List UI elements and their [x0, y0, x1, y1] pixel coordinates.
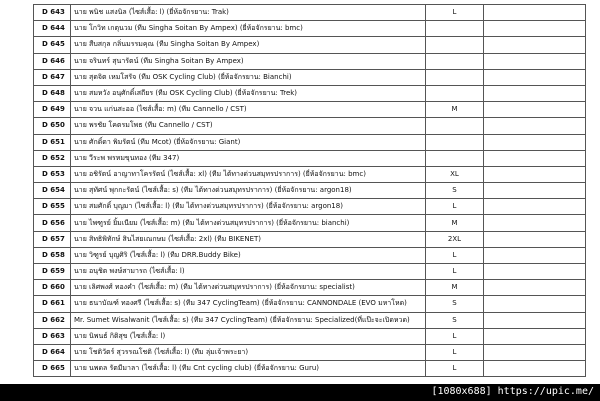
- shirt-size-cell: XL: [426, 166, 484, 182]
- table-row: [34, 134, 586, 150]
- remarks-cell: [484, 183, 586, 199]
- remarks-cell: [484, 118, 586, 134]
- table-row: [34, 37, 586, 53]
- remarks-cell: [484, 150, 586, 166]
- table-row: [34, 231, 586, 247]
- participant-details-cell: นาย สืบสกุล กลิ่นมรรมคุณ (ทีม Singha Soitan By Ampex): [71, 37, 426, 53]
- table-row: [34, 69, 586, 85]
- shirt-size-cell: L: [426, 328, 484, 344]
- shirt-size-cell: L: [426, 199, 484, 215]
- remarks-cell: [484, 361, 586, 377]
- bib-number-cell: D 648: [34, 85, 71, 101]
- shirt-size-cell: [426, 37, 484, 53]
- remarks-cell: [484, 5, 586, 21]
- remarks-cell: [484, 296, 586, 312]
- shirt-size-cell: [426, 150, 484, 166]
- remarks-cell: [484, 69, 586, 85]
- shirt-size-cell: S: [426, 183, 484, 199]
- bib-number-cell: D 652: [34, 150, 71, 166]
- remarks-cell: [484, 53, 586, 69]
- shirt-size-cell: [426, 21, 484, 37]
- table-row: [34, 21, 586, 37]
- shirt-size-cell: L: [426, 264, 484, 280]
- watermark-text: [1080x688] https://upic.me/: [431, 386, 594, 397]
- table-row: [34, 102, 586, 118]
- table-row: [34, 344, 586, 360]
- table-row: [34, 328, 586, 344]
- participant-details-cell: นาย สมศักดิ์ บุญมา (ไซส์เสื้อ: l) (ทีม ไต้ทางด่วนสมุทรปราการ) (ยี่ห้อจักรยาน: argon18): [71, 199, 426, 215]
- participant-details-cell: นาย วิฑูรย์ บุญศิริ (ไซส์เสื้อ: l) (ทีม DRR.Buddy Bike): [71, 247, 426, 263]
- participant-details-cell: นาย ไพฑูรย์ ยิ้มเนียม (ไซส์เสื้อ: m) (ทีม ไต้ทางด่วนสมุทรปราการ) (ยี่ห้อจักรยาน: bianchi): [71, 215, 426, 231]
- bib-number-cell: D 664: [34, 344, 71, 360]
- participant-details-cell: นาย เลิศพงศ์ ทองคำ (ไซส์เสื้อ: m) (ทีม ไต้ทางด่วนสมุทรปราการ) (ยี่ห้อจักรยาน: specialist): [71, 280, 426, 296]
- bib-number-cell: D 646: [34, 53, 71, 69]
- shirt-size-cell: [426, 53, 484, 69]
- table-row: [34, 247, 586, 263]
- table-row: [34, 312, 586, 328]
- participant-details-cell: นาย สุดจิต เหมโสรัจ (ทีม OSK Cycling Club) (ยี่ห้อจักรยาน: Bianchi): [71, 69, 426, 85]
- table-row: [34, 118, 586, 134]
- bib-number-cell: D 643: [34, 5, 71, 21]
- bib-number-cell: D 651: [34, 134, 71, 150]
- participant-details-cell: นาย โกวิท เกตุนวม (ทีม Singha Soitan By Ampex) (ยี่ห้อจักรยาน: bmc): [71, 21, 426, 37]
- bib-number-cell: D 647: [34, 69, 71, 85]
- registration-table: [33, 4, 586, 377]
- shirt-size-cell: 2XL: [426, 231, 484, 247]
- shirt-size-cell: L: [426, 5, 484, 21]
- remarks-cell: [484, 134, 586, 150]
- remarks-cell: [484, 215, 586, 231]
- table-row: [34, 264, 586, 280]
- bib-number-cell: D 659: [34, 264, 71, 280]
- table-row: [34, 150, 586, 166]
- table-row: [34, 215, 586, 231]
- shirt-size-cell: L: [426, 361, 484, 377]
- participant-details-cell: นาย นิพนธ์ กิติสุข (ไซส์เสื้อ: l): [71, 328, 426, 344]
- bib-number-cell: D 654: [34, 183, 71, 199]
- table-row: [34, 280, 586, 296]
- remarks-cell: [484, 231, 586, 247]
- participant-details-cell: นาย จวน แก่นสะออ (ไซส์เสื้อ: m) (ทีม Cannello / CST): [71, 102, 426, 118]
- shirt-size-cell: M: [426, 280, 484, 296]
- bib-number-cell: D 663: [34, 328, 71, 344]
- participant-details-cell: นาย ธนาบัณฑ์ ทองศรี (ไซส์เสื้อ: s) (ทีม 347 CyclingTeam) (ยี่ห้อจักรยาน: CANNONDALE (EVO มหาโหด): [71, 296, 426, 312]
- remarks-cell: [484, 102, 586, 118]
- participant-details-cell: นาย พนิช แสงนิล (ไซส์เสื้อ: l) (ยี่ห้อจักรยาน: Trak): [71, 5, 426, 21]
- participant-details-cell: นาย วีระพ พรหมขุนทอง (ทีม 347): [71, 150, 426, 166]
- participant-details-cell: นาย สุทัศน์ พุกกะรัตน์ (ไซส์เสื้อ: s) (ทีม ไต้ทางด่วนสมุทรปราการ) (ยี่ห้อจักรยาน: argon18): [71, 183, 426, 199]
- bib-number-cell: D 662: [34, 312, 71, 328]
- shirt-size-cell: M: [426, 102, 484, 118]
- participant-details-cell: นาย สิทธิพิทักษ์ สินไสยเณกษม (ไซส์เสื้อ: 2xl) (ทีม BIKENET): [71, 231, 426, 247]
- shirt-size-cell: [426, 85, 484, 101]
- bib-number-cell: D 650: [34, 118, 71, 134]
- bib-number-cell: D 655: [34, 199, 71, 215]
- bib-number-cell: D 645: [34, 37, 71, 53]
- bib-number-cell: D 661: [34, 296, 71, 312]
- table-row: [34, 5, 586, 21]
- shirt-size-cell: M: [426, 215, 484, 231]
- table-row: [34, 361, 586, 377]
- participant-details-cell: นาย อนุชิต พงษ์สามารถ (ไซส์เสื้อ: l): [71, 264, 426, 280]
- participant-details-cell: นาย สมหวัง อนุศักดิ์เสถียร (ทีม OSK Cycling Club) (ยี่ห้อจักรยาน: Trek): [71, 85, 426, 101]
- remarks-cell: [484, 344, 586, 360]
- remarks-cell: [484, 199, 586, 215]
- remarks-cell: [484, 328, 586, 344]
- remarks-cell: [484, 166, 586, 182]
- table-row: [34, 53, 586, 69]
- bib-number-cell: D 658: [34, 247, 71, 263]
- shirt-size-cell: L: [426, 247, 484, 263]
- participant-details-cell: นาย พรชัย โคตรมโพธ (ทีม Cannello / CST): [71, 118, 426, 134]
- shirt-size-cell: [426, 134, 484, 150]
- bib-number-cell: D 665: [34, 361, 71, 377]
- shirt-size-cell: S: [426, 312, 484, 328]
- table-row: [34, 166, 586, 182]
- bib-number-cell: D 653: [34, 166, 71, 182]
- remarks-cell: [484, 37, 586, 53]
- participant-details-cell: นาย จรินทร์ สุนารัตน์ (ทีม Singha Soitan By Ampex): [71, 53, 426, 69]
- participant-details-cell: นาย นพดล รัตมีมาลา (ไซส์เสื้อ: l) (ทีม Cnt cycling club) (ยี่ห้อจักรยาน: Guru): [71, 361, 426, 377]
- bib-number-cell: D 649: [34, 102, 71, 118]
- remarks-cell: [484, 21, 586, 37]
- remarks-cell: [484, 85, 586, 101]
- shirt-size-cell: [426, 118, 484, 134]
- participant-details-cell: นาย ศักดิ์ดา พิมรัตน์ (ทีม Mcot) (ยี่ห้อจักรยาน: Giant): [71, 134, 426, 150]
- table-row: [34, 296, 586, 312]
- bib-number-cell: D 656: [34, 215, 71, 231]
- shirt-size-cell: L: [426, 344, 484, 360]
- remarks-cell: [484, 312, 586, 328]
- table-row: [34, 85, 586, 101]
- remarks-cell: [484, 247, 586, 263]
- bib-number-cell: D 660: [34, 280, 71, 296]
- table-row: [34, 199, 586, 215]
- remarks-cell: [484, 280, 586, 296]
- shirt-size-cell: [426, 69, 484, 85]
- shirt-size-cell: S: [426, 296, 484, 312]
- participant-details-cell: Mr. Sumet Wisalwanit (ไซส์เสื้อ: s) (ทีม 347 CyclingTeam) (ยี่ห้อจักรยาน: Specialized(ที่แป๊ะจะเปิดหวด): [71, 312, 426, 328]
- bib-number-cell: D 657: [34, 231, 71, 247]
- participant-details-cell: นาย โชติวัตร์ สุวรรณโชติ (ไซส์เสื้อ: l) (ทีม ลุ่มเจ้าพระยา): [71, 344, 426, 360]
- table-row: [34, 183, 586, 199]
- remarks-cell: [484, 264, 586, 280]
- participant-details-cell: นาย อชิรัตน์ อาญาทาโครรัตน์ (ไซส์เสื้อ: xl) (ทีม ไต้ทางด่วนสมุทรปราการ) (ยี่ห้อจักรยาน: bmc): [71, 166, 426, 182]
- registration-rows: [34, 5, 586, 377]
- bib-number-cell: D 644: [34, 21, 71, 37]
